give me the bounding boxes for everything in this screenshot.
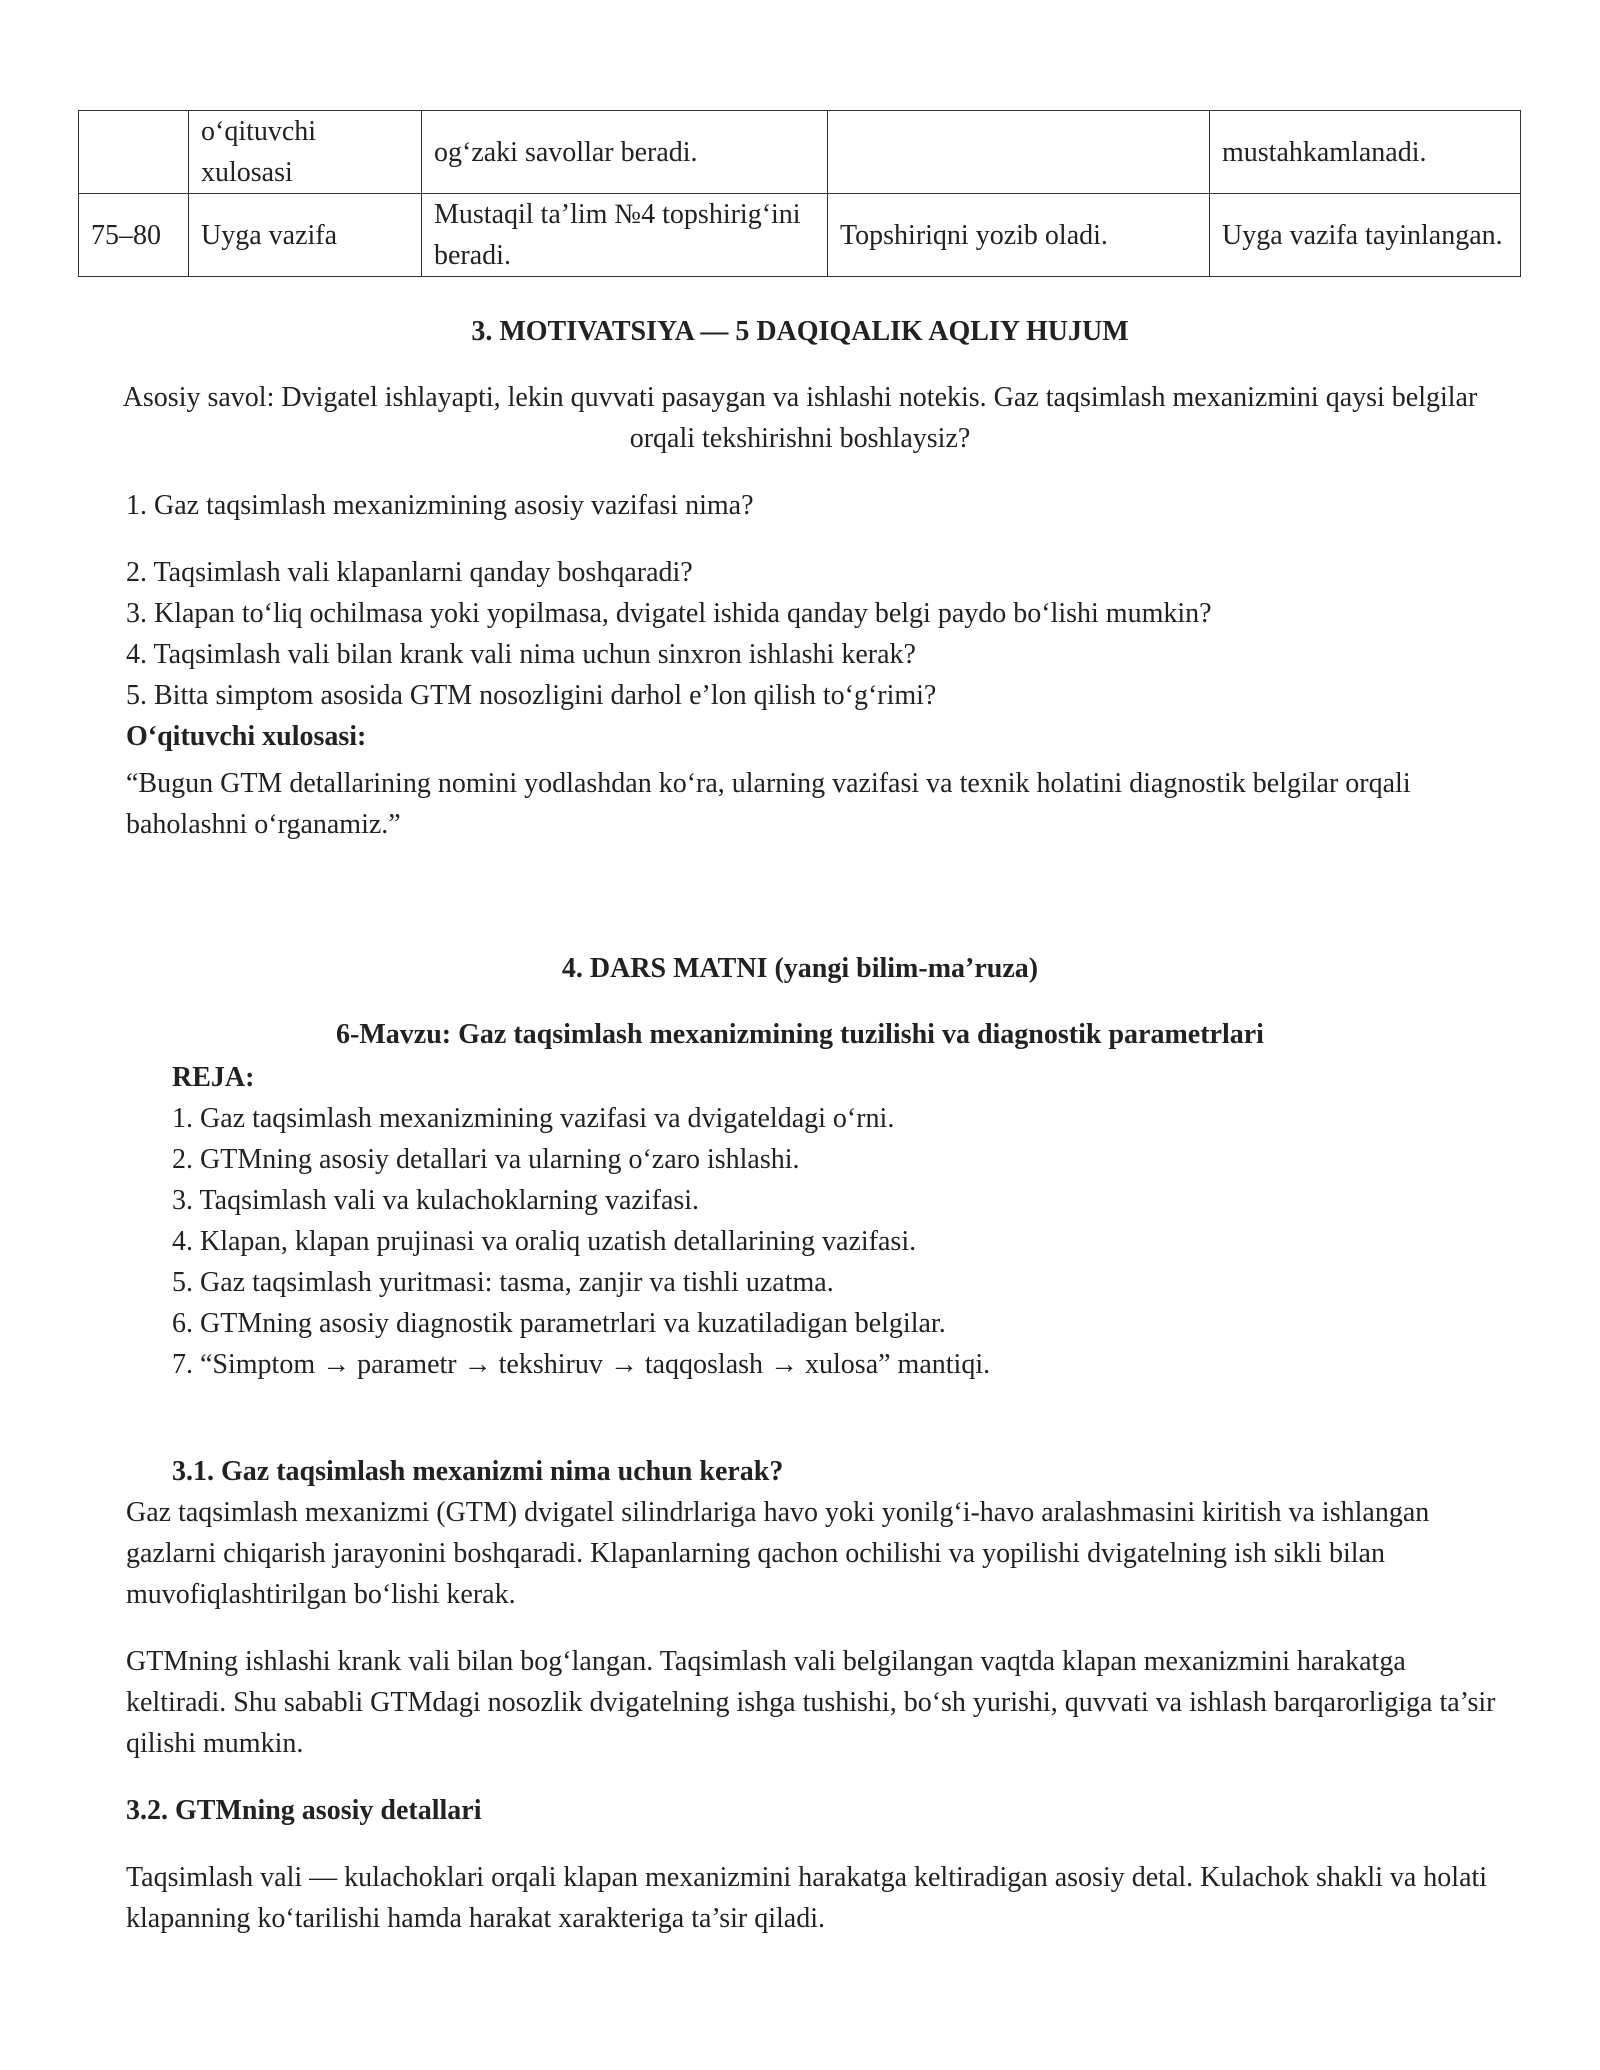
table-row: [79, 111, 1521, 194]
table-cell-student: [828, 111, 1210, 194]
subsection-3-2-paragraph: Taqsimlash vali — kulachoklari orqali klapan mexanizmini harakatga keltiradigan asosiy detal. Kulachok shakli va holati klapanning ko‘tarilishi hamda harakat xarakteriga ta’sir qiladi.: [126, 1862, 1488, 1934]
table-cell-time: [79, 111, 189, 194]
plan-item: 2. GTMning asosiy detallari va ularning o‘zaro ishlashi.: [172, 1144, 800, 1175]
topic-title: 6-Mavzu: Gaz taqsimlash mexanizmining tuzilishi va diagnostik parametrlari: [336, 1019, 1264, 1050]
teacher-conclusion-label: O‘qituvchi xulosasi:: [126, 721, 367, 752]
table-cell-result: mustahkamlanadi.: [1210, 111, 1521, 194]
subsection-3-1-paragraph: Gaz taqsimlash mexanizmi (GTM) dvigatel silindrlariga havo yoki yonilg‘i-havo aralashmasini kiritish va ishlangan gazlarni chiqarish jarayonini boshqaradi. Klapanlarning qachon ochilishi va yopilishi dvigatelning ish sikli bilan muvofiqlashtirilgan bo‘lishi kerak.: [126, 1497, 1430, 1610]
question-item: 3. Klapan to‘liq ochilmasa yoki yopilmasa, dvigatel ishida qanday belgi paydo bo‘lishi mumkin?: [126, 598, 1212, 629]
subsection-3-2-title: 3.2. GTMning asosiy detallari: [126, 1795, 482, 1826]
lesson-plan-table: [78, 110, 1521, 277]
table-cell-time: 75–80: [79, 194, 189, 277]
teacher-conclusion-text: “Bugun GTM detallarining nomini yodlashdan ko‘ra, ularning vazifasi va texnik holatini diagnostik belgilar orqali baholashni o‘rganamiz.”: [126, 768, 1411, 840]
question-item: 2. Taqsimlash vali klapanlarni qanday boshqaradi?: [126, 557, 693, 588]
plan-item: 7. “Simptom → parametr → tekshiruv → taqqoslash → xulosa” mantiqi.: [172, 1349, 991, 1380]
section-3-heading: 3. MOTIVATSIYA — 5 DAQIQALIK AQLIY HUJUM: [471, 316, 1129, 347]
question-item: 5. Bitta simptom asosida GTM nosozligini darhol e’lon qilish to‘g‘rimi?: [126, 680, 937, 711]
plan-item: 6. GTMning asosiy diagnostik parametrlari va kuzatiladigan belgilar.: [172, 1308, 946, 1339]
plan-item: 3. Taqsimlash vali va kulachoklarning vazifasi.: [172, 1185, 700, 1216]
plan-item: 4. Klapan, klapan prujinasi va oraliq uzatish detallarining vazifasi.: [172, 1226, 917, 1257]
table-row: [79, 194, 1521, 277]
plan-item: 1. Gaz taqsimlash mexanizmining vazifasi va dvigateldagi o‘rni.: [172, 1103, 895, 1134]
table-cell-student: Topshiriqni yozib oladi.: [828, 194, 1210, 277]
subsection-3-1-paragraph: GTMning ishlashi krank vali bilan bog‘langan. Taqsimlash vali belgilangan vaqtda klapan mexanizmini harakatga keltiradi. Shu sababli GTMdagi nosozlik dvigatelning ishga tushishi, bo‘sh yurishi, quvvati va ishlash barqarorligiga ta’sir qilishi mumkin.: [126, 1646, 1496, 1759]
table-cell-teacher: og‘zaki savollar beradi.: [422, 111, 828, 194]
plan-label: REJA:: [172, 1062, 255, 1093]
table-cell-teacher: Mustaqil ta’lim №4 topshirig‘ini beradi.: [422, 194, 828, 277]
question-item: 4. Taqsimlash vali bilan krank vali nima uchun sinxron ishlashi kerak?: [126, 639, 916, 670]
subsection-3-1-title: 3.1. Gaz taqsimlash mexanizmi nima uchun kerak?: [172, 1456, 784, 1487]
table-cell-result: Uyga vazifa tayinlangan.: [1210, 194, 1521, 277]
main-question: Asosiy savol: Dvigatel ishlayapti, lekin quvvati pasaygan va ishlashi notekis. Gaz taqsimlash mexanizmini qaysi belgilar orqali tekshirishni boshlaysiz?: [122, 382, 1478, 454]
section-4-heading: 4. DARS MATNI (yangi bilim-ma’ruza): [561, 953, 1039, 984]
table-cell-stage: o‘qituvchi xulosasi: [189, 111, 422, 194]
table-cell-stage: Uyga vazifa: [189, 194, 422, 277]
question-item: 1. Gaz taqsimlash mexanizmining asosiy vazifasi nima?: [126, 490, 754, 521]
plan-item: 5. Gaz taqsimlash yuritmasi: tasma, zanjir va tishli uzatma.: [172, 1267, 834, 1298]
